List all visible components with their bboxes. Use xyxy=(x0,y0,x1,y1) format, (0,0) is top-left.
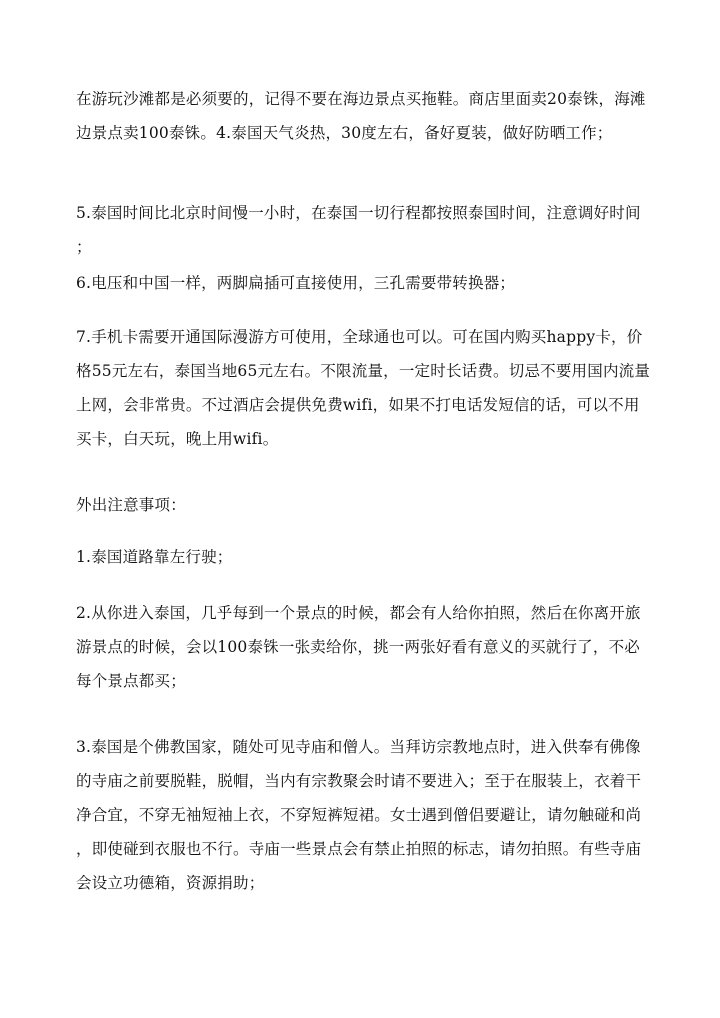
text-line: 每个景点都买； xyxy=(76,672,186,690)
paragraph-temples xyxy=(76,730,642,900)
text-line: 5.泰国时间比北京时间慢一小时，在泰国一切行程都按照泰国时间，注意调好时间 xyxy=(76,204,641,222)
text-line: 上网，会非常贵。不过酒店会提供免费wifi，如果不打电话发短信的话，可以不用 xyxy=(76,396,640,414)
paragraph-voltage xyxy=(76,266,642,300)
text-line: 7.手机卡需要开通国际漫游方可使用，全球通也可以。可在国内购买happy卡，价 xyxy=(76,328,643,346)
paragraph-time-zone xyxy=(76,196,642,264)
text-line: 1.泰国道路靠左行驶； xyxy=(76,548,233,566)
text-line: 外出注意事项： xyxy=(76,496,186,514)
text-line: 在游玩沙滩都是必须要的，记得不要在海边景点买拖鞋。商店里面卖20泰铢，海滩 xyxy=(76,90,646,108)
text-line: 6.电压和中国一样，两脚扁插可直接使用，三孔需要带转换器； xyxy=(76,274,516,292)
paragraph-road-side xyxy=(76,540,642,574)
text-line: 的寺庙之前要脱鞋，脱帽，当内有宗教聚会时请不要进入；至于在服装上，衣着干 xyxy=(76,772,642,790)
text-line: 游景点的时候，会以100泰铢一张卖给你，挑一两张好看有意义的买就行了，不必 xyxy=(76,638,640,656)
text-line: ； xyxy=(76,238,92,256)
text-line: 2.从你进入泰国，几乎每到一个景点的时候，都会有人给你拍照，然后在你离开旅 xyxy=(76,604,641,622)
text-line: 格55元左右，泰国当地65元左右。不限流量，一定时长话费。切忌不要用国内流量 xyxy=(76,362,651,380)
text-line: 净合宜，不穿无袖短袖上衣，不穿短裤短裙。女士遇到僧侣要避让，请勿触碰和尚 xyxy=(76,806,642,824)
text-line: 边景点卖100泰铢。4.泰国天气炎热，30度左右，备好夏装，做好防晒工作； xyxy=(76,124,613,142)
text-line: 3.泰国是个佛教国家，随处可见寺庙和僧人。当拜访宗教地点时，进入供奉有佛像 xyxy=(76,738,641,756)
paragraph-beach-slippers xyxy=(76,82,646,150)
text-line: 买卡，白天玩，晚上用wifi。 xyxy=(76,430,279,448)
text-line: ，即使碰到衣服也不行。寺庙一些景点会有禁止拍照的标志，请勿拍照。有些寺庙 xyxy=(76,840,642,858)
paragraph-sim-card xyxy=(76,320,651,456)
section-heading-outing-notes xyxy=(76,488,642,522)
paragraph-photos xyxy=(76,596,642,698)
text-line: 会设立功德箱，资源捐助； xyxy=(76,874,265,892)
